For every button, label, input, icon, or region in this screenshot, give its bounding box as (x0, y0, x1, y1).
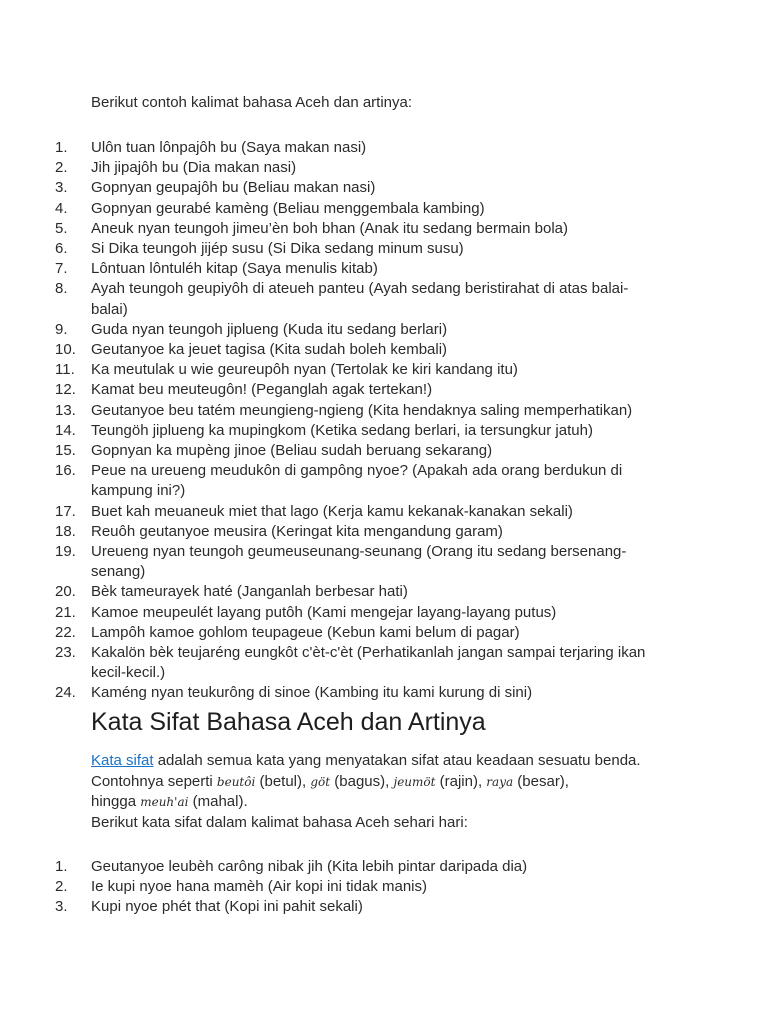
list-item-number: 11. (55, 361, 75, 379)
list-item-number: 2. (55, 159, 68, 177)
list-item-text: Bèk tameurayek haté (Janganlah berbesar hati) (91, 583, 408, 601)
list-item-number: 3. (55, 179, 68, 197)
list-item-text: Geutanyoe leubèh carông nibak jih (Kita lebih pintar daripada dia) (91, 858, 528, 875)
kata-sifat-link[interactable]: Kata sifat (91, 752, 154, 769)
aceh-word: beutôi (216, 774, 256, 789)
list-item-text: Aneuk nyan teungoh jimeu’èn boh bhan (Anak itu sedang bermain bola) (91, 219, 568, 237)
paragraph-text: (betul), (255, 772, 311, 790)
section-heading: Kata Sifat Bahasa Aceh dan Artinya (91, 708, 486, 736)
list-item (0, 897, 651, 917)
list-item-number: 13. (55, 401, 76, 419)
list-item-text: Si Dika teungoh jijép susu (Si Dika sedang minum susu) (91, 240, 464, 258)
paragraph-text: (mahal). (188, 793, 248, 810)
list-item (0, 178, 651, 198)
list-item-number: 18. (55, 522, 76, 540)
list-item-number: 15. (55, 442, 76, 460)
list-item (0, 623, 651, 643)
list-item-text: Ka meutulak u wie geureupôh nyan (Tertolak ke kiri kandang itu) (91, 361, 518, 379)
paragraph-text: (bagus), (330, 772, 394, 790)
list-item (0, 441, 651, 461)
aceh-word: meuh'ai (140, 795, 189, 809)
list-item-number: 22. (55, 623, 76, 641)
list-item-text: Buet kah meuaneuk miet that lago (Kerja kamu kekanak-kanakan sekali) (91, 502, 573, 520)
paragraph-text: hingga (91, 793, 141, 810)
list-item-number: 10. (55, 341, 76, 359)
example-sentence-list (0, 138, 651, 704)
list-item-number: 17. (55, 502, 76, 520)
list-item-number: 14. (55, 421, 76, 439)
paragraph-text: adalah semua kata yang menyatakan sifat atau keadaan sesuatu benda. (153, 752, 641, 769)
list-item (0, 219, 651, 239)
list-item-number: 9. (55, 320, 68, 338)
list-item-text: Gopnyan geupajôh bu (Beliau makan nasi) (91, 179, 376, 197)
section-paragraph (91, 751, 671, 833)
list-item-text: Ulôn tuan lônpajôh bu (Saya makan nasi) (91, 139, 367, 156)
list-item-number: 12. (55, 381, 76, 399)
list-item (0, 603, 651, 623)
aceh-word: jeumöt (393, 774, 436, 789)
list-item (0, 380, 651, 400)
list-item-text: Kupi nyoe phét that (Kopi ini pahit sekali) (91, 898, 363, 916)
list-item (0, 522, 651, 542)
list-item-number: 16. (55, 462, 76, 480)
list-item-text: Ie kupi nyoe hana mamèh (Air kopi ini tidak manis) (91, 878, 427, 896)
list-item (0, 199, 651, 219)
list-item-text: Geutanyoe ka jeuet tagisa (Kita sudah boleh kembali) (91, 341, 448, 359)
list-item (0, 421, 651, 441)
list-item-text: Kamoe meupeulét layang putôh (Kami mengejar layang-layang putus) (91, 603, 557, 621)
list-item (0, 158, 651, 178)
list-item-text: Ureueng nyan teungoh geumeuseunang-seunang (Orang itu sedang bersenang-senang) (91, 543, 627, 581)
list-item-number: 5. (55, 219, 68, 237)
list-item (0, 320, 651, 340)
list-item-text: Lampôh kamoe gohlom teupageue (Kebun kami belum di pagar) (91, 623, 520, 641)
paragraph-text: Berikut kata sifat dalam kalimat bahasa Aceh sehari hari: (91, 813, 468, 831)
list-item (0, 401, 651, 421)
list-item-text: Kaméng nyan teukurông di sinoe (Kambing itu kami kurung di sini) (91, 684, 533, 702)
aceh-word: göt (310, 774, 331, 789)
list-item-text: Kamat beu meuteugôn! (Peganglah agak tertekan!) (91, 381, 433, 399)
list-item (0, 683, 651, 703)
list-item (0, 877, 651, 897)
adjective-sentence-list (0, 857, 651, 918)
list-item (0, 360, 651, 380)
list-item-text: Kakalön bèk teujaréng eungkôt c'èt-c'èt (Perhatikanlah jangan sampai terjaring ikan kecil-kecil.) (91, 644, 646, 682)
list-item (0, 239, 651, 259)
list-item-number: 19. (55, 543, 76, 561)
list-item-text: Lôntuan lôntuléh kitap (Saya menulis kitab) (91, 260, 378, 278)
list-item (0, 461, 651, 501)
list-item-number: 4. (55, 199, 68, 217)
list-item (0, 502, 651, 522)
list-item-number: 3. (55, 898, 68, 916)
list-item-number: 20. (55, 583, 76, 601)
list-item (0, 542, 651, 582)
list-item-text: Teungöh jiplueng ka mupingkom (Ketika sedang berlari, ia tersungkur jatuh) (91, 421, 593, 439)
list-item-text: Reuôh geutanyoe meusira (Keringat kita mengandung garam) (91, 522, 503, 540)
list-item-number: 8. (55, 280, 68, 298)
list-item (0, 643, 651, 683)
list-item-text: Jih jipajôh bu (Dia makan nasi) (91, 159, 297, 177)
list-item (0, 279, 651, 319)
list-item-number: 2. (55, 878, 68, 896)
list-item-text: Gopnyan geurabé kamèng (Beliau menggembala kambing) (91, 199, 485, 217)
paragraph-text: Contohnya seperti (91, 772, 217, 790)
intro-text: Berikut contoh kalimat bahasa Aceh dan artinya: (91, 94, 413, 111)
aceh-word: raya (486, 774, 514, 789)
list-item-text: Guda nyan teungoh jiplueng (Kuda itu sedang berlari) (91, 320, 448, 338)
list-item-number: 6. (55, 240, 68, 258)
list-item-number: 1. (55, 139, 68, 156)
list-item-text: Peue na ureueng meudukôn di gampông nyoe? (Apakah ada orang berdukun di kampung ini?) (91, 462, 623, 500)
list-item-number: 7. (55, 260, 68, 278)
list-item-number: 23. (55, 644, 76, 662)
paragraph-text: (besar), (513, 772, 569, 790)
list-item (0, 138, 651, 158)
list-item (0, 582, 651, 602)
list-item-number: 21. (55, 603, 76, 621)
list-item-text: Ayah teungoh geupiyôh di ateueh panteu (Ayah sedang beristirahat di atas balai-balai) (91, 280, 629, 318)
list-item-number: 24. (55, 684, 76, 702)
list-item (0, 340, 651, 360)
list-item (0, 857, 651, 877)
paragraph-text: (rajin), (435, 772, 487, 790)
list-item-number: 1. (55, 858, 68, 875)
list-item (0, 259, 651, 279)
list-item-text: Geutanyoe beu tatém meungieng-ngieng (Kita hendaknya saling memperhatikan) (91, 401, 633, 419)
list-item-text: Gopnyan ka mupèng jinoe (Beliau sudah beruang sekarang) (91, 442, 493, 460)
